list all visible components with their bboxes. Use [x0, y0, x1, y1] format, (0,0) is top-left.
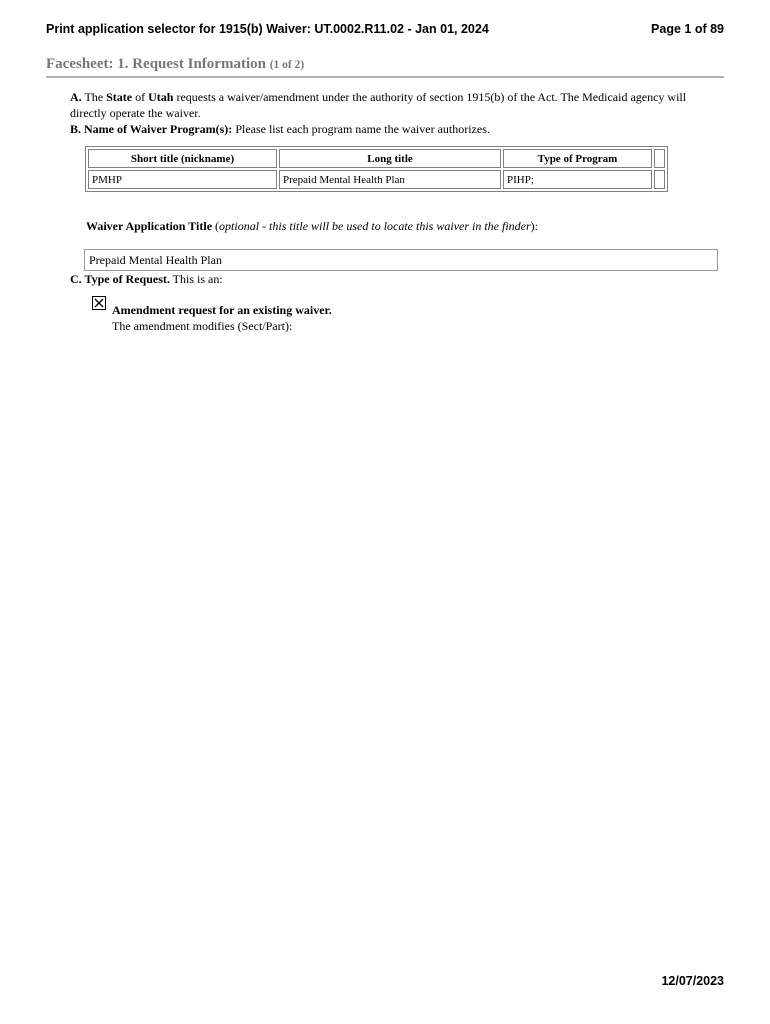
waiver-application-title-label: Waiver Application Title (optional - this title will be used to locate this waiver in the finder):	[86, 219, 539, 233]
checkbox-x-icon	[93, 297, 105, 309]
header-empty	[654, 149, 665, 168]
amendment-title: Amendment request for an existing waiver.	[112, 303, 332, 317]
table-row	[88, 170, 665, 189]
header-long-title: Long title	[279, 149, 501, 168]
item-a-state-word: State	[106, 90, 133, 104]
item-a-text-1: The	[81, 90, 107, 104]
item-c-text: This is an:	[169, 272, 223, 286]
item-b-text: Please list each program name the waiver authorizes.	[232, 122, 490, 136]
waiver-application-title-field[interactable]: Prepaid Mental Health Plan	[84, 249, 718, 271]
header-short-title: Short title (nickname)	[88, 149, 277, 168]
item-a-state-name: Utah	[148, 90, 174, 104]
section-page-count: (1 of 2)	[269, 59, 305, 71]
item-c-label: C. Type of Request.	[70, 272, 170, 286]
cell-short-title: PMHP	[88, 170, 277, 189]
item-c	[70, 271, 223, 287]
item-a-text-3: requests a waiver/amendment under the authority of section 1915(b) of the Act. The Medicaid agency will directly operate the waiver.	[70, 90, 687, 120]
page-number: Page 1 of 89	[651, 22, 724, 36]
waiver-programs-table	[85, 146, 668, 192]
item-b	[70, 121, 490, 137]
amendment-checkbox[interactable]	[92, 296, 106, 310]
section-title	[46, 56, 724, 78]
page-header	[46, 22, 724, 36]
amendment-option-label	[112, 302, 332, 318]
cell-empty	[654, 170, 665, 189]
item-a-label: A.	[70, 90, 82, 104]
cell-program-type: PIHP;	[503, 170, 652, 189]
item-b-label: B. Name of Waiver Program(s):	[70, 122, 233, 136]
document-title: Print application selector for 1915(b) Waiver: UT.0002.R11.02 - Jan 01, 2024	[46, 22, 489, 36]
waiver-app-label: Waiver Application Title	[86, 219, 213, 233]
item-a	[70, 89, 720, 121]
footer-date: 12/07/2023	[661, 974, 724, 988]
waiver-app-note: optional - this title will be used to locate this waiver in the finder	[219, 219, 531, 233]
table-header-row	[88, 149, 665, 168]
item-a-text-2: of	[132, 90, 149, 104]
cell-long-title: Prepaid Mental Health Plan	[279, 170, 501, 189]
section-title-text: Facesheet: 1. Request Information	[46, 56, 266, 72]
amendment-modifies-text: The amendment modifies (Sect/Part):	[112, 319, 293, 333]
header-program-type: Type of Program	[503, 149, 652, 168]
